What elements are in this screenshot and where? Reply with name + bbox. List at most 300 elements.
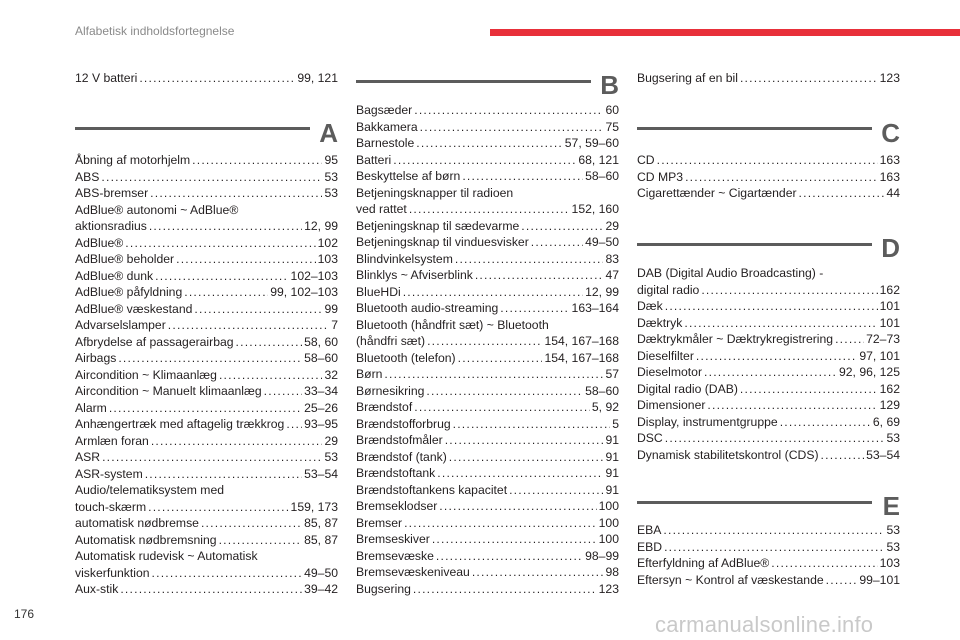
entry-page-ref: 75 bbox=[605, 119, 619, 134]
entry-term: Betjeningsknap til vinduesvisker bbox=[356, 235, 529, 249]
dot-leader bbox=[799, 185, 885, 202]
dot-leader bbox=[125, 235, 315, 252]
entry-term: EBD bbox=[637, 539, 663, 554]
entry-page-ref: 99 bbox=[324, 301, 338, 316]
dot-leader bbox=[458, 350, 543, 367]
dot-leader bbox=[139, 70, 295, 87]
entry-term: Aux-stik bbox=[75, 582, 119, 596]
index-entry bbox=[637, 381, 900, 398]
dot-leader bbox=[439, 498, 596, 515]
dot-leader bbox=[472, 564, 604, 581]
dot-leader bbox=[404, 515, 597, 532]
dot-leader bbox=[740, 381, 878, 398]
entry-term: Åbning af motorhjelm bbox=[75, 153, 191, 167]
dot-leader bbox=[432, 531, 597, 548]
entry-term: Brændstof (tank) bbox=[356, 449, 447, 464]
entry-page-ref: 57 bbox=[605, 367, 619, 381]
entry-term: Bluetooth (telefon) bbox=[356, 350, 456, 365]
index-entry bbox=[637, 447, 900, 464]
entry-term: Dieselfilter bbox=[637, 348, 694, 363]
dot-leader bbox=[449, 449, 604, 466]
entry-term: DSC bbox=[637, 431, 663, 445]
entry-page-ref: 103 bbox=[317, 252, 338, 266]
dot-leader bbox=[118, 350, 302, 367]
index-entry bbox=[356, 168, 619, 185]
entry-page-ref: 92, 96, 125 bbox=[839, 365, 900, 379]
index-entry bbox=[75, 268, 338, 285]
dot-leader bbox=[219, 532, 303, 549]
entry-page-ref: 68, 121 bbox=[578, 152, 619, 167]
index-entry bbox=[356, 300, 619, 317]
entry-page-ref: 53 bbox=[324, 186, 338, 200]
index-entry bbox=[356, 185, 619, 218]
entry-term: ABS-bremser bbox=[75, 186, 149, 200]
index-entry bbox=[75, 284, 338, 301]
dot-leader bbox=[109, 400, 302, 417]
index-entry bbox=[356, 515, 619, 532]
entry-page-ref: 162 bbox=[879, 381, 900, 396]
entry-term: ASR-system bbox=[75, 466, 143, 481]
index-entry bbox=[75, 383, 338, 400]
index-entry bbox=[637, 70, 900, 87]
entry-page-ref: 6, 69 bbox=[872, 414, 900, 429]
entry-page-ref: 102 bbox=[317, 235, 338, 250]
entry-term: Bluetooth audio-streaming bbox=[356, 301, 499, 315]
index-entry bbox=[356, 135, 619, 152]
index-entry bbox=[75, 169, 338, 186]
entry-term: Blinklys ~ Afviserblink bbox=[356, 268, 473, 282]
index-entry bbox=[356, 432, 619, 449]
entry-page-ref: 53–54 bbox=[866, 447, 900, 462]
section-divider bbox=[637, 127, 872, 130]
entry-page-ref: 7 bbox=[331, 318, 338, 332]
entry-term: Brændstofforbrug bbox=[356, 416, 451, 431]
index-entry bbox=[356, 317, 619, 350]
dot-leader bbox=[701, 282, 877, 299]
dot-leader bbox=[409, 201, 570, 218]
entry-term: Bagsæder bbox=[356, 103, 413, 117]
entry-term: AdBlue® bbox=[75, 235, 124, 250]
index-entry bbox=[356, 350, 619, 367]
dot-leader bbox=[835, 331, 864, 348]
dot-leader bbox=[152, 565, 303, 582]
index-entry bbox=[75, 433, 338, 450]
index-entry bbox=[637, 331, 900, 348]
dot-leader bbox=[101, 169, 322, 186]
entry-page-ref: 123 bbox=[598, 581, 619, 596]
dot-leader bbox=[219, 367, 323, 384]
dot-leader bbox=[155, 268, 288, 285]
entry-term: AdBlue® dunk bbox=[75, 268, 154, 283]
dot-leader bbox=[201, 515, 302, 532]
dot-leader bbox=[176, 251, 316, 268]
entry-term: ved rattet bbox=[356, 202, 407, 216]
entry-page-ref: 47 bbox=[605, 268, 619, 282]
entry-term: Efterfyldning af AdBlue® bbox=[637, 556, 770, 570]
entry-term: Dieselmotor bbox=[637, 365, 703, 379]
entry-page-ref: 53–54 bbox=[304, 466, 338, 481]
entry-term: Børnesikring bbox=[356, 383, 425, 398]
entry-page-ref: 58, 60 bbox=[304, 334, 338, 349]
entry-page-ref: 58–60 bbox=[585, 383, 619, 398]
page-number: 176 bbox=[14, 607, 35, 621]
dot-leader bbox=[416, 135, 563, 152]
entry-page-ref: 99–101 bbox=[859, 572, 900, 587]
entry-term: DAB (Digital Audio Broadcasting) - bbox=[637, 266, 824, 280]
dot-leader bbox=[148, 499, 288, 516]
index-entry bbox=[356, 119, 619, 136]
index-entry bbox=[637, 430, 900, 447]
entry-term: digital radio bbox=[637, 282, 700, 297]
entry-term: Dynamisk stabilitetskontrol (CDS) bbox=[637, 447, 819, 462]
dot-leader bbox=[437, 465, 603, 482]
dot-leader bbox=[657, 152, 878, 169]
entry-page-ref: 98–99 bbox=[585, 548, 619, 563]
entry-term: AdBlue® beholder bbox=[75, 252, 175, 266]
index-entry bbox=[637, 522, 900, 539]
section-letter: A bbox=[319, 118, 338, 148]
index-entry bbox=[356, 251, 619, 268]
dot-leader bbox=[236, 334, 303, 351]
entry-term: CD MP3 bbox=[637, 169, 684, 184]
entry-page-ref: 12, 99 bbox=[585, 284, 619, 299]
dot-leader bbox=[420, 119, 604, 136]
index-column-1 bbox=[75, 0, 338, 640]
index-entry bbox=[637, 539, 900, 556]
entry-page-ref: 33–34 bbox=[304, 384, 338, 398]
entry-term: aktionsradius bbox=[75, 219, 147, 233]
dot-leader bbox=[684, 315, 877, 332]
dot-leader bbox=[771, 555, 877, 572]
dot-leader bbox=[665, 298, 878, 315]
dot-leader bbox=[286, 416, 302, 433]
dot-leader bbox=[665, 430, 885, 447]
dot-leader bbox=[149, 218, 302, 235]
section-divider bbox=[75, 127, 310, 130]
entry-page-ref: 83 bbox=[605, 251, 619, 266]
entry-term: Beskyttelse af børn bbox=[356, 169, 461, 183]
entry-page-ref: 123 bbox=[879, 71, 900, 85]
dot-leader bbox=[740, 70, 878, 87]
dot-leader bbox=[427, 333, 542, 350]
entry-term: Display, instrumentgruppe bbox=[637, 414, 778, 429]
entry-term: Barnestole bbox=[356, 136, 415, 150]
entry-term: Batteri bbox=[356, 152, 392, 167]
dot-leader bbox=[664, 539, 884, 556]
index-column-3 bbox=[637, 0, 900, 640]
entry-term: Bakkamera bbox=[356, 119, 418, 134]
index-entry bbox=[356, 267, 619, 284]
entry-page-ref: 85, 87 bbox=[304, 516, 338, 530]
dot-leader bbox=[663, 522, 884, 539]
entry-term: Bremsevæske bbox=[356, 548, 434, 563]
entry-page-ref: 29 bbox=[605, 218, 619, 233]
entry-term: Advarselslamper bbox=[75, 318, 166, 332]
entry-page-ref: 103 bbox=[879, 556, 900, 570]
entry-term: Betjeningsknap til sædevarme bbox=[356, 218, 520, 233]
entry-term: 12 V batteri bbox=[75, 71, 138, 85]
index-entry bbox=[75, 317, 338, 334]
entry-term: Bugsering bbox=[356, 581, 411, 596]
index-entry bbox=[356, 498, 619, 515]
index-entry bbox=[356, 284, 619, 301]
entry-page-ref: 49–50 bbox=[304, 565, 338, 580]
section-divider bbox=[637, 243, 872, 246]
entry-page-ref: 93–95 bbox=[304, 417, 338, 431]
entry-term: Eftersyn ~ Kontrol af væskestande bbox=[637, 572, 824, 587]
entry-term: (håndfri sæt) bbox=[356, 334, 426, 348]
entry-page-ref: 72–73 bbox=[866, 332, 900, 346]
dot-leader bbox=[414, 399, 590, 416]
index-entry bbox=[356, 564, 619, 581]
index-entry bbox=[75, 532, 338, 549]
index-entry bbox=[356, 416, 619, 433]
page-header-title: Alfabetisk indholdsfortegnelse bbox=[75, 24, 235, 38]
entry-term: Airbags bbox=[75, 351, 117, 365]
entry-term: Betjeningsknapper til radioen bbox=[356, 185, 514, 200]
index-entry bbox=[75, 301, 338, 318]
index-entry bbox=[637, 152, 900, 169]
index-entry bbox=[637, 315, 900, 332]
entry-page-ref: 5, 92 bbox=[591, 400, 619, 414]
entry-page-ref: 100 bbox=[598, 515, 619, 530]
dot-leader bbox=[264, 383, 302, 400]
entry-page-ref: 91 bbox=[605, 449, 619, 464]
index-entry bbox=[356, 152, 619, 169]
index-entry bbox=[356, 102, 619, 119]
index-entry bbox=[75, 367, 338, 384]
index-entry bbox=[75, 70, 338, 87]
dot-leader bbox=[436, 548, 583, 565]
index-entry bbox=[637, 364, 900, 381]
entry-term: Bremseklodser bbox=[356, 499, 438, 513]
index-entry bbox=[356, 234, 619, 251]
index-entry bbox=[637, 298, 900, 315]
index-entry bbox=[356, 383, 619, 400]
dot-leader bbox=[393, 152, 576, 169]
entry-page-ref: 159, 173 bbox=[290, 499, 338, 514]
index-entry bbox=[75, 548, 338, 581]
index-column-2 bbox=[356, 0, 619, 640]
entry-term: Børn bbox=[356, 367, 383, 381]
dot-leader bbox=[168, 317, 329, 334]
entry-term: AdBlue® påfyldning bbox=[75, 285, 183, 299]
entry-term: Bugsering af en bil bbox=[637, 71, 738, 85]
entry-term: Brændstofmåler bbox=[356, 433, 443, 447]
entry-term: EBA bbox=[637, 523, 662, 537]
entry-term: Audio/telematiksystem med bbox=[75, 483, 225, 497]
dot-leader bbox=[696, 348, 857, 365]
index-entry bbox=[637, 185, 900, 202]
entry-page-ref: 100 bbox=[598, 532, 619, 546]
entry-page-ref: 60 bbox=[605, 103, 619, 117]
entry-term: Digital radio (DAB) bbox=[637, 381, 738, 396]
index-entry bbox=[75, 449, 338, 466]
entry-term: Dimensioner bbox=[637, 398, 706, 412]
entry-term: ASR bbox=[75, 450, 101, 464]
dot-leader bbox=[521, 218, 603, 235]
entry-page-ref: 98 bbox=[605, 565, 619, 579]
index-entry bbox=[637, 348, 900, 365]
dot-leader bbox=[821, 447, 865, 464]
entry-page-ref: 53 bbox=[886, 431, 900, 445]
entry-term: Bremsevæskeniveau bbox=[356, 565, 470, 579]
dot-leader bbox=[192, 152, 322, 169]
entry-page-ref: 95 bbox=[324, 153, 338, 167]
dot-leader bbox=[120, 581, 302, 598]
dot-leader bbox=[509, 482, 603, 499]
entry-term: BlueHDi bbox=[356, 284, 401, 299]
index-entry bbox=[637, 572, 900, 589]
index-entry bbox=[75, 581, 338, 598]
index-entry bbox=[637, 414, 900, 431]
entry-term: Cigarettænder ~ Cigartænder bbox=[637, 186, 797, 200]
entry-page-ref: 99, 121 bbox=[297, 71, 338, 85]
entry-page-ref: 53 bbox=[324, 169, 338, 184]
watermark: carmanualsonline.info bbox=[655, 612, 874, 637]
dot-leader bbox=[102, 449, 322, 466]
index-entry bbox=[356, 399, 619, 416]
entry-page-ref: 154, 167–168 bbox=[544, 334, 619, 348]
dot-leader bbox=[445, 432, 604, 449]
dot-leader bbox=[685, 169, 878, 186]
index-entry bbox=[75, 466, 338, 483]
section-divider bbox=[637, 501, 872, 504]
index-entry bbox=[75, 202, 338, 235]
dot-leader bbox=[826, 572, 858, 589]
dot-leader bbox=[145, 466, 302, 483]
entry-page-ref: 39–42 bbox=[304, 582, 338, 596]
entry-term: Automatisk rudevisk ~ Automatisk bbox=[75, 549, 258, 563]
entry-page-ref: 49–50 bbox=[585, 235, 619, 249]
entry-page-ref: 129 bbox=[879, 398, 900, 412]
entry-page-ref: 163–164 bbox=[571, 301, 619, 315]
index-entry bbox=[637, 265, 900, 298]
entry-page-ref: 101 bbox=[879, 315, 900, 330]
entry-term: Anhængertræk med aftagelig trækkrog bbox=[75, 417, 285, 431]
entry-term: AdBlue® autonomi ~ AdBlue® bbox=[75, 202, 239, 217]
entry-page-ref: 57, 59–60 bbox=[564, 136, 619, 150]
section-letter: D bbox=[881, 233, 900, 263]
entry-term: ABS bbox=[75, 169, 100, 184]
index-entry bbox=[75, 152, 338, 169]
index-entry bbox=[75, 334, 338, 351]
entry-page-ref: 53 bbox=[324, 450, 338, 464]
entry-term: Brændstof bbox=[356, 400, 413, 414]
entry-page-ref: 99, 102–103 bbox=[270, 285, 338, 299]
entry-page-ref: 91 bbox=[605, 466, 619, 480]
dot-leader bbox=[151, 433, 323, 450]
index-entry bbox=[356, 366, 619, 383]
section-letter: B bbox=[600, 70, 619, 100]
entry-term: Bremseskiver bbox=[356, 532, 430, 546]
index-entry bbox=[637, 169, 900, 186]
entry-page-ref: 154, 167–168 bbox=[544, 350, 619, 365]
entry-page-ref: 100 bbox=[598, 499, 619, 513]
dot-leader bbox=[455, 251, 604, 268]
entry-page-ref: 53 bbox=[886, 523, 900, 537]
entry-page-ref: 102–103 bbox=[290, 268, 338, 283]
index-entry bbox=[356, 449, 619, 466]
entry-term: viskerfunktion bbox=[75, 565, 150, 580]
section-letter: E bbox=[882, 491, 900, 521]
entry-term: Automatisk nødbremsning bbox=[75, 532, 217, 547]
entry-term: automatisk nødbremse bbox=[75, 516, 199, 530]
dot-leader bbox=[780, 414, 871, 431]
dot-leader bbox=[704, 364, 837, 381]
entry-page-ref: 53 bbox=[886, 539, 900, 554]
index-entry bbox=[356, 531, 619, 548]
entry-term: Aircondition ~ Klimaanlæg bbox=[75, 367, 217, 382]
dot-leader bbox=[403, 284, 583, 301]
entry-term: Bremser bbox=[356, 515, 403, 530]
index-entry bbox=[356, 548, 619, 565]
entry-term: Brændstoftankens kapacitet bbox=[356, 482, 508, 497]
entry-term: CD bbox=[637, 153, 655, 167]
entry-page-ref: 91 bbox=[605, 433, 619, 447]
index-entry bbox=[637, 397, 900, 414]
entry-term: Blindvinkelsystem bbox=[356, 251, 453, 266]
index-entry bbox=[75, 185, 338, 202]
entry-page-ref: 91 bbox=[605, 482, 619, 497]
entry-page-ref: 163 bbox=[879, 153, 900, 167]
entry-page-ref: 85, 87 bbox=[304, 532, 338, 547]
entry-page-ref: 101 bbox=[879, 299, 900, 313]
entry-term: touch-skærm bbox=[75, 499, 147, 514]
index-entry bbox=[75, 350, 338, 367]
dot-leader bbox=[426, 383, 583, 400]
entry-term: AdBlue® væskestand bbox=[75, 301, 193, 316]
dot-leader bbox=[462, 168, 583, 185]
index-entry bbox=[356, 482, 619, 499]
index-entry bbox=[637, 555, 900, 572]
dot-leader bbox=[184, 284, 268, 301]
index-entry bbox=[75, 482, 338, 515]
index-entry bbox=[356, 218, 619, 235]
dot-leader bbox=[414, 102, 603, 119]
entry-term: Alarm bbox=[75, 400, 107, 415]
dot-leader bbox=[531, 234, 583, 251]
index-entry bbox=[75, 400, 338, 417]
dot-leader bbox=[150, 185, 322, 202]
dot-leader bbox=[413, 581, 597, 598]
dot-leader bbox=[384, 366, 603, 383]
dot-leader bbox=[194, 301, 322, 318]
entry-page-ref: 12, 99 bbox=[304, 219, 338, 233]
entry-page-ref: 25–26 bbox=[304, 400, 338, 415]
entry-page-ref: 29 bbox=[324, 433, 338, 448]
index-entry bbox=[75, 416, 338, 433]
entry-page-ref: 152, 160 bbox=[571, 202, 619, 216]
dot-leader bbox=[453, 416, 611, 433]
entry-term: Dæktrykmåler ~ Dæktrykregistrering bbox=[637, 332, 834, 346]
entry-page-ref: 32 bbox=[324, 367, 338, 382]
dot-leader bbox=[707, 397, 877, 414]
entry-term: Armlæn foran bbox=[75, 433, 149, 448]
entry-page-ref: 163 bbox=[879, 169, 900, 184]
index-entry bbox=[356, 581, 619, 598]
dot-leader bbox=[475, 267, 604, 284]
entry-page-ref: 5 bbox=[612, 416, 619, 431]
entry-term: Dæktryk bbox=[637, 315, 683, 330]
entry-term: Afbrydelse af passagerairbag bbox=[75, 334, 234, 349]
entry-page-ref: 162 bbox=[879, 282, 900, 297]
entry-page-ref: 97, 101 bbox=[859, 348, 900, 363]
entry-term: Bluetooth (håndfrit sæt) ~ Bluetooth bbox=[356, 317, 549, 332]
section-letter: C bbox=[881, 118, 900, 148]
entry-page-ref: 44 bbox=[886, 186, 900, 200]
dot-leader bbox=[500, 300, 569, 317]
